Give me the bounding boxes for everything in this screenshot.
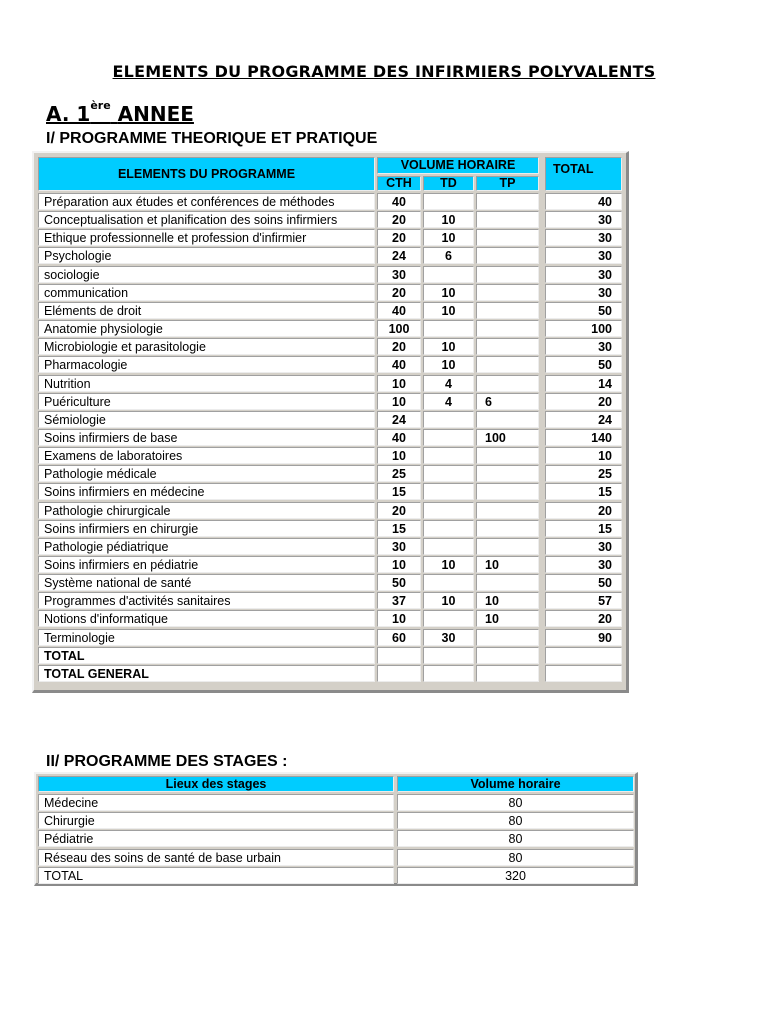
program-element-name: communication: [38, 284, 375, 301]
total-hours: 25: [545, 465, 622, 482]
td-hours: [423, 502, 474, 519]
tp-hours: [476, 574, 539, 591]
program-element-name: Soins infirmiers en médecine: [38, 483, 375, 500]
cth-hours: 100: [377, 320, 421, 337]
tp-hours: 100: [476, 429, 539, 446]
total-hours: 30: [545, 247, 622, 264]
tp-hours: 10: [476, 610, 539, 627]
td-hours: 10: [423, 229, 474, 246]
total-hours: 24: [545, 411, 622, 428]
program-element-name: Pathologie médicale: [38, 465, 375, 482]
td-hours: 10: [423, 211, 474, 228]
cth-hours: 37: [377, 592, 421, 609]
stage-place: Pédiatrie: [38, 830, 394, 847]
total-hours: 100: [545, 320, 622, 337]
tp-hours: [476, 320, 539, 337]
tp-hours: [476, 211, 539, 228]
header-elements: ELEMENTS DU PROGRAMME: [38, 157, 375, 191]
total-label: TOTAL: [38, 647, 375, 664]
document-title: ELEMENTS DU PROGRAMME DES INFIRMIERS POLYVALENTS: [112, 62, 656, 81]
cth-hours: 20: [377, 211, 421, 228]
program-element-name: Soins infirmiers en pédiatrie: [38, 556, 375, 573]
total-hours: 10: [545, 447, 622, 464]
td-hours: 10: [423, 356, 474, 373]
program-element-name: Conceptualisation et planification des soins infirmiers: [38, 211, 375, 228]
total-hours: 140: [545, 429, 622, 446]
td-hours: 10: [423, 302, 474, 319]
tp-hours: [476, 465, 539, 482]
program-element-name: Soins infirmiers en chirurgie: [38, 520, 375, 537]
total-hours: 30: [545, 338, 622, 355]
tp-hours: [476, 502, 539, 519]
cth-hours: 40: [377, 302, 421, 319]
stage-volume: 80: [397, 812, 634, 829]
td-hours: 4: [423, 393, 474, 410]
program-element-name: Eléments de droit: [38, 302, 375, 319]
cth-hours: 50: [377, 574, 421, 591]
cth-hours: 60: [377, 629, 421, 646]
program-element-name: Nutrition: [38, 375, 375, 392]
td-hours: 6: [423, 247, 474, 264]
cth-hours: 10: [377, 375, 421, 392]
header-lieux-des-stages: Lieux des stages: [38, 776, 394, 792]
header-tp: TP: [476, 176, 539, 191]
theory-table: [32, 151, 629, 693]
year-heading-prefix: A. 1: [46, 102, 91, 126]
program-element-name: Terminologie: [38, 629, 375, 646]
total-hours: 30: [545, 556, 622, 573]
td-hours: 30: [423, 629, 474, 646]
cth-hours: 25: [377, 465, 421, 482]
tp-hours: [476, 665, 539, 682]
total-hours: 90: [545, 629, 622, 646]
td-hours: 10: [423, 556, 474, 573]
total-hours: 30: [545, 211, 622, 228]
tp-hours: [476, 284, 539, 301]
cth-hours: 15: [377, 483, 421, 500]
total-hours: 20: [545, 610, 622, 627]
td-hours: 10: [423, 338, 474, 355]
total-hours: 30: [545, 229, 622, 246]
program-element-name: Pathologie chirurgicale: [38, 502, 375, 519]
td-hours: [423, 193, 474, 210]
td-hours: 10: [423, 592, 474, 609]
td-hours: [423, 465, 474, 482]
td-hours: [423, 266, 474, 283]
cth-hours: 20: [377, 338, 421, 355]
cth-hours: 30: [377, 538, 421, 555]
program-element-name: sociologie: [38, 266, 375, 283]
total-hours: 15: [545, 520, 622, 537]
cth-hours: 10: [377, 556, 421, 573]
total-hours: 14: [545, 375, 622, 392]
year-heading-suffix: ANNEE: [117, 102, 194, 126]
stage-place: Réseau des soins de santé de base urbain: [38, 849, 394, 866]
cth-hours: 15: [377, 520, 421, 537]
stage-volume: 320: [397, 867, 634, 884]
total-hours: 30: [545, 284, 622, 301]
tp-hours: [476, 193, 539, 210]
total-hours: 57: [545, 592, 622, 609]
tp-hours: 6: [476, 393, 539, 410]
td-hours: [423, 429, 474, 446]
total-hours: 50: [545, 574, 622, 591]
cth-hours: 40: [377, 193, 421, 210]
tp-hours: [476, 266, 539, 283]
td-hours: [423, 665, 474, 682]
stages-table: [34, 772, 638, 886]
total-hours: [545, 665, 622, 682]
year-heading: [46, 99, 194, 126]
program-element-name: Pathologie pédiatrique: [38, 538, 375, 555]
tp-hours: [476, 647, 539, 664]
stage-volume: 80: [397, 849, 634, 866]
header-total: TOTAL: [545, 157, 622, 191]
total-hours: 30: [545, 266, 622, 283]
cth-hours: 10: [377, 393, 421, 410]
tp-hours: [476, 302, 539, 319]
cth-hours: 20: [377, 502, 421, 519]
td-hours: [423, 447, 474, 464]
stage-volume: 80: [397, 794, 634, 811]
year-heading-superscript: ère: [90, 99, 111, 112]
total-hours: 30: [545, 538, 622, 555]
tp-hours: [476, 247, 539, 264]
stage-volume: 80: [397, 830, 634, 847]
cth-hours: 30: [377, 266, 421, 283]
program-element-name: Examens de laboratoires: [38, 447, 375, 464]
total-hours: 20: [545, 393, 622, 410]
program-element-name: Système national de santé: [38, 574, 375, 591]
program-element-name: Sémiologie: [38, 411, 375, 428]
stage-place: TOTAL: [38, 867, 394, 884]
program-element-name: Psychologie: [38, 247, 375, 264]
tp-hours: [476, 483, 539, 500]
tp-hours: [476, 338, 539, 355]
program-element-name: Puériculture: [38, 393, 375, 410]
tp-hours: 10: [476, 592, 539, 609]
td-hours: [423, 647, 474, 664]
program-element-name: Pharmacologie: [38, 356, 375, 373]
cth-hours: 24: [377, 247, 421, 264]
stage-place: Chirurgie: [38, 812, 394, 829]
total-hours: [545, 647, 622, 664]
tp-hours: [476, 375, 539, 392]
program-element-name: Ethique professionnelle et profession d'infirmier: [38, 229, 375, 246]
program-element-name: Anatomie physiologie: [38, 320, 375, 337]
td-hours: [423, 538, 474, 555]
total-hours: 50: [545, 356, 622, 373]
stages-section-heading: II/ PROGRAMME DES STAGES :: [46, 753, 288, 770]
tp-hours: [476, 520, 539, 537]
cth-hours: 24: [377, 411, 421, 428]
tp-hours: [476, 229, 539, 246]
cth-hours: 10: [377, 610, 421, 627]
td-hours: 4: [423, 375, 474, 392]
tp-hours: [476, 447, 539, 464]
td-hours: [423, 574, 474, 591]
tp-hours: [476, 538, 539, 555]
cth-hours: [377, 665, 421, 682]
total-hours: 15: [545, 483, 622, 500]
header-cth: CTH: [377, 176, 421, 191]
total-general-label: TOTAL GENERAL: [38, 665, 375, 682]
tp-hours: [476, 629, 539, 646]
stage-place: Médecine: [38, 794, 394, 811]
header-volume-horaire-stages: Volume horaire: [397, 776, 634, 792]
header-td: TD: [423, 176, 474, 191]
theory-section-heading: I/ PROGRAMME THEORIQUE ET PRATIQUE: [46, 130, 378, 147]
program-element-name: Notions d'informatique: [38, 610, 375, 627]
program-element-name: Microbiologie et parasitologie: [38, 338, 375, 355]
td-hours: [423, 483, 474, 500]
cth-hours: 40: [377, 429, 421, 446]
program-element-name: Préparation aux études et conférences de méthodes: [38, 193, 375, 210]
program-element-name: Soins infirmiers de base: [38, 429, 375, 446]
td-hours: [423, 520, 474, 537]
cth-hours: 10: [377, 447, 421, 464]
tp-hours: [476, 411, 539, 428]
tp-hours: 10: [476, 556, 539, 573]
td-hours: 10: [423, 284, 474, 301]
td-hours: [423, 411, 474, 428]
total-hours: 50: [545, 302, 622, 319]
td-hours: [423, 610, 474, 627]
total-hours: 20: [545, 502, 622, 519]
total-hours: 40: [545, 193, 622, 210]
tp-hours: [476, 356, 539, 373]
cth-hours: [377, 647, 421, 664]
cth-hours: 40: [377, 356, 421, 373]
cth-hours: 20: [377, 284, 421, 301]
td-hours: [423, 320, 474, 337]
cth-hours: 20: [377, 229, 421, 246]
program-element-name: Programmes d'activités sanitaires: [38, 592, 375, 609]
header-volume-horaire: VOLUME HORAIRE: [377, 157, 539, 174]
